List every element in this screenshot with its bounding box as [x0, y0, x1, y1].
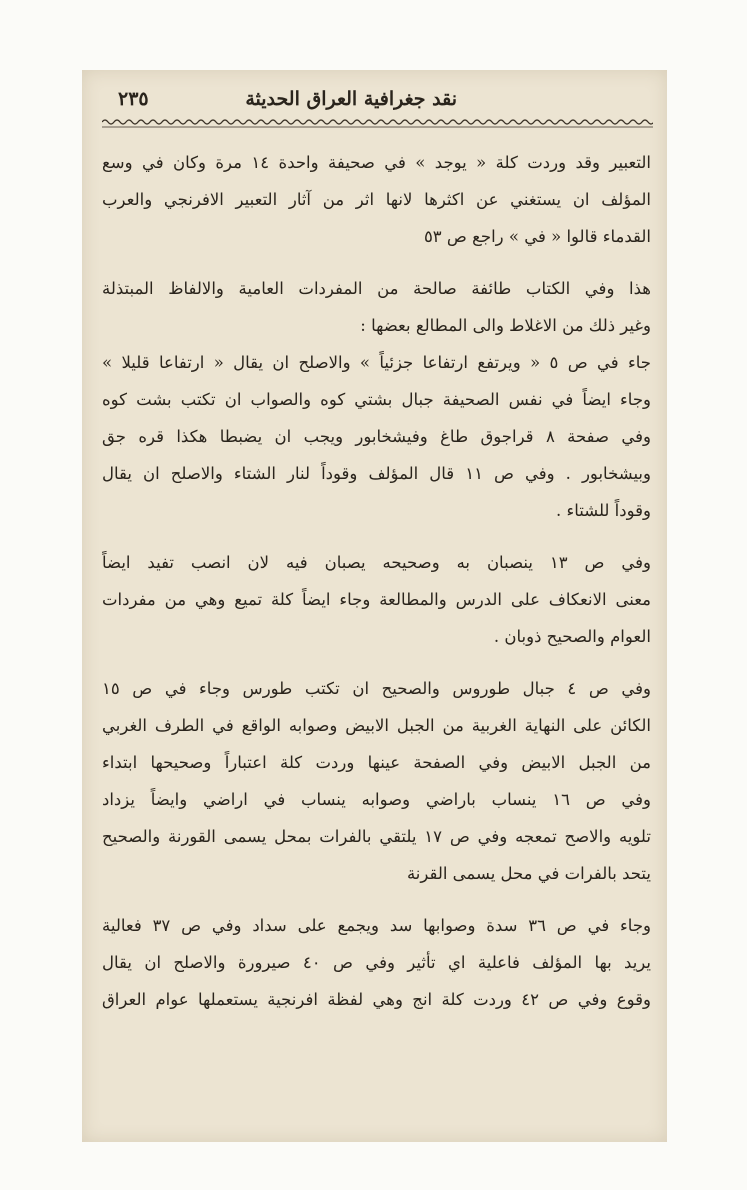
paragraph-5 — [102, 907, 651, 1018]
text-line: يتحد بالفرات في محل يسمى القرنة — [406, 864, 651, 883]
paragraph-1 — [102, 144, 651, 255]
text-line: من الجبل الابيض وفي الصفحة عينها وردت كلة اعتباراً وصحيحها ابتداء — [102, 753, 651, 772]
text-line: القدماء قالوا « في » راجع ص ٥٣ — [423, 227, 651, 246]
text-line: وقوداً للشتاء . — [555, 501, 651, 520]
paragraph-3 — [102, 544, 651, 655]
ornamental-rule — [102, 118, 653, 128]
text-line: المؤلف ان يستغني عن اكثرها لانها اثر من آثار التعبير الافرنجي والعرب — [102, 190, 651, 209]
text-line: وبيشخابور . وفي ص ١١ قال المؤلف وقوداً لنار الشتاء والاصلح ان يقال — [102, 464, 651, 483]
text-line: تلويه والاصح تمعجه وفي ص ١٧ يلتقي بالفرات بمحل يسمى القورنة والصحيح — [102, 827, 651, 846]
text-line: وقوع وفي ص ٤٢ وردت كلة انج وهي لفظة افرنجية يستعملها عوام العراق — [102, 990, 651, 1009]
running-title: نقد جغرافية العراق الحديثة — [245, 88, 457, 110]
page-number: ٢٣٥ — [118, 88, 149, 110]
body-text — [102, 144, 651, 1018]
text-line: العوام والصحيح ذوبان . — [493, 627, 651, 646]
running-head — [110, 84, 639, 118]
text-line: وجاء ايضاً في نفس الصحيفة جبال بشتي كوه والصواب ان تكتب بشت كوه — [102, 390, 651, 409]
paragraph-2 — [102, 270, 651, 529]
text-line: هذا وفي الكتاب طائفة صالحة من المفردات العامية والالفاظ المبتذلة — [102, 279, 651, 298]
paragraph-4 — [102, 670, 651, 892]
text-line: وغير ذلك من الاغلاط والى المطالع بعضها : — [360, 316, 651, 335]
text-line: وفي ص ١٣ ينصبان به وصحيحه يصبان فيه لان انصب تفيد ايضاً — [102, 553, 651, 572]
text-line: الكائن على النهاية الغربية من الجبل الابيض وصوابه الواقع في الطرف الغربي — [102, 716, 651, 735]
text-line: معنى الانعكاف على الدرس والمطالعة وجاء ايضاً كلة تميع وهي من مفردات — [102, 590, 651, 609]
text-line: وفي ص ١٦ ينساب باراضي وصوابه ينساب في اراضي وايضاً يزداد — [102, 790, 651, 809]
book-page — [82, 70, 667, 1142]
text-line: وفي صفحة ٨ قراجوق طاغ وفيشخابور ويجب ان يضبطا هكذا قره جق — [102, 427, 651, 446]
text-line: التعبير وقد وردت كلة « يوجد » في صحيفة واحدة ١٤ مرة وكان في وسع — [102, 153, 651, 172]
text-line: وجاء في ص ٣٦ سدة وصوابها سد ويجمع على سداد وفي ص ٣٧ فعالية — [102, 916, 651, 935]
text-line: جاء في ص ٥ « ويرتفع ارتفاعا جزئياً » والاصلح ان يقال « ارتفاعا قليلا » — [102, 353, 651, 372]
text-line: وفي ص ٤ جبال طوروس والصحيح ان تكتب طورس وجاء في ص ١٥ — [102, 679, 651, 698]
text-line: يريد بها المؤلف فاعلية اي تأثير وفي ص ٤٠ صيرورة والاصلح ان يقال — [102, 953, 651, 972]
